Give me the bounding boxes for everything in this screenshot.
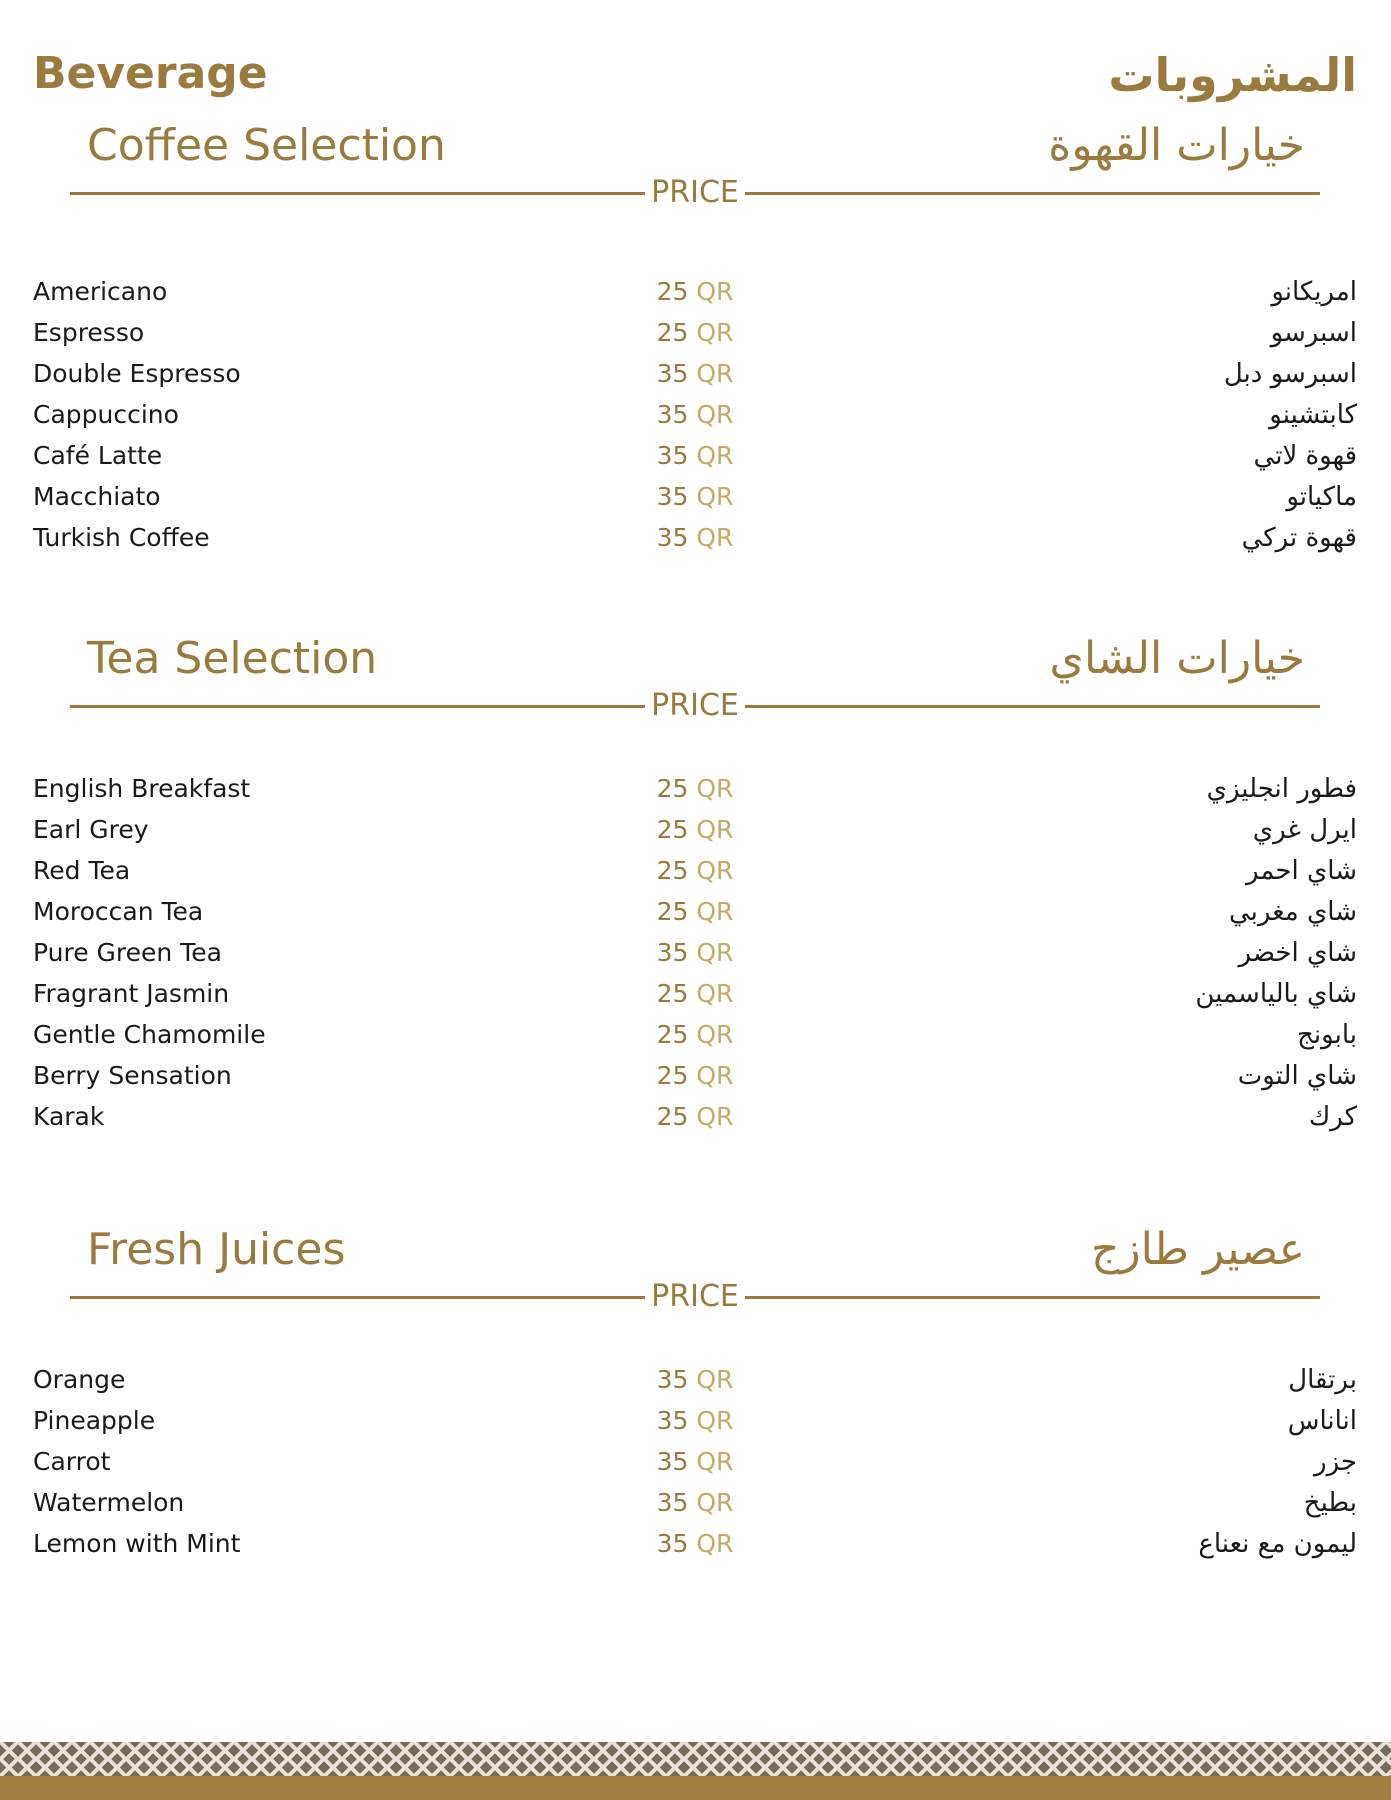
price-amount: 35: [656, 400, 689, 429]
menu-item: [0, 272, 1391, 312]
item-name-ar: اناناس: [1287, 1406, 1357, 1436]
item-name-en: Moroccan Tea: [33, 897, 204, 926]
item-name-ar: شاي مغربي: [1228, 897, 1357, 927]
price-currency: QR: [696, 318, 734, 347]
menu-item: [0, 313, 1391, 353]
item-price: [640, 1101, 750, 1133]
item-name-ar: قهوة تركي: [1241, 523, 1357, 553]
item-price: [640, 855, 750, 887]
price-amount: 25: [656, 1020, 689, 1049]
section-title-en: Fresh Juices: [87, 1224, 346, 1275]
item-price: [640, 978, 750, 1010]
price-amount: 35: [656, 1365, 689, 1394]
price-amount: 25: [656, 897, 689, 926]
item-price: [640, 481, 750, 513]
item-name-ar: ليمون مع نعناع: [1198, 1529, 1357, 1559]
item-name-en: Pineapple: [33, 1406, 156, 1435]
menu-item: [0, 354, 1391, 394]
menu-item: [0, 851, 1391, 891]
item-price: [640, 522, 750, 554]
footer-gold-band: [0, 1776, 1391, 1800]
item-name-en: Lemon with Mint: [33, 1529, 241, 1558]
item-name-en: Earl Grey: [33, 815, 149, 844]
item-name-ar: برتقال: [1288, 1365, 1357, 1395]
price-currency: QR: [696, 1020, 734, 1049]
menu-item: [0, 810, 1391, 850]
menu-item: [0, 1056, 1391, 1096]
section-title-ar: خيارات القهوة: [1048, 120, 1305, 171]
item-name-ar: اسبرسو دبل: [1223, 359, 1357, 389]
item-name-en: Pure Green Tea: [33, 938, 222, 967]
price-amount: 25: [656, 1102, 689, 1131]
price-amount: 35: [656, 1488, 689, 1517]
item-name-en: Turkish Coffee: [33, 523, 210, 552]
item-name-en: Carrot: [33, 1447, 111, 1476]
price-currency: QR: [696, 1406, 734, 1435]
price-amount: 25: [656, 277, 689, 306]
item-price: [640, 1528, 750, 1560]
menu-item: [0, 1401, 1391, 1441]
menu-item: [0, 1442, 1391, 1482]
item-price: [640, 773, 750, 805]
item-price: [640, 896, 750, 928]
item-name-en: Karak: [33, 1102, 105, 1131]
price-amount: 35: [656, 523, 689, 552]
item-price: [640, 814, 750, 846]
menu-item: [0, 1483, 1391, 1523]
price-currency: QR: [696, 774, 734, 803]
price-currency: QR: [696, 1447, 734, 1476]
item-name-ar: كابتشينو: [1269, 400, 1357, 430]
item-name-en: Cappuccino: [33, 400, 179, 429]
price-amount: 35: [656, 359, 689, 388]
price-currency: QR: [696, 979, 734, 1008]
price-currency: QR: [696, 441, 734, 470]
item-name-ar: قهوة لاتي: [1253, 441, 1357, 471]
menu-item: [0, 769, 1391, 809]
item-name-ar: شاي التوت: [1237, 1061, 1357, 1091]
price-amount: 25: [656, 1061, 689, 1090]
menu-item: [0, 1097, 1391, 1137]
section-title-en: Coffee Selection: [87, 120, 446, 171]
price-column-label: PRICE: [645, 1280, 745, 1314]
item-price: [640, 1446, 750, 1478]
menu-item: [0, 892, 1391, 932]
item-name-en: Café Latte: [33, 441, 163, 470]
menu-item: [0, 1015, 1391, 1055]
price-currency: QR: [696, 1102, 734, 1131]
item-name-en: Orange: [33, 1365, 126, 1394]
item-name-en: Berry Sensation: [33, 1061, 232, 1090]
price-currency: QR: [696, 938, 734, 967]
item-name-en: Americano: [33, 277, 168, 306]
price-amount: 35: [656, 482, 689, 511]
item-name-ar: ماكياتو: [1286, 482, 1357, 512]
price-currency: QR: [696, 1488, 734, 1517]
item-price: [640, 317, 750, 349]
item-price: [640, 937, 750, 969]
menu-item: [0, 436, 1391, 476]
item-name-ar: اسبرسو: [1270, 318, 1357, 348]
price-currency: QR: [696, 815, 734, 844]
item-price: [640, 276, 750, 308]
price-amount: 35: [656, 1406, 689, 1435]
section-title-ar: خيارات الشاي: [1049, 633, 1305, 684]
item-price: [640, 1019, 750, 1051]
menu-item: [0, 477, 1391, 517]
item-name-ar: ايرل غري: [1252, 815, 1357, 845]
tea-section: [0, 633, 1391, 777]
price-currency: QR: [696, 1529, 734, 1558]
item-name-ar: بطيخ: [1303, 1488, 1357, 1518]
item-name-ar: امريكانو: [1271, 277, 1357, 307]
item-name-en: Fragrant Jasmin: [33, 979, 230, 1008]
item-name-en: Double Espresso: [33, 359, 241, 388]
item-name-ar: شاي اخضر: [1238, 938, 1357, 968]
price-amount: 35: [656, 1529, 689, 1558]
price-amount: 25: [656, 815, 689, 844]
item-price: [640, 1405, 750, 1437]
item-name-en: Macchiato: [33, 482, 161, 511]
section-title-en: Tea Selection: [87, 633, 378, 684]
price-amount: 25: [656, 979, 689, 1008]
item-name-ar: فطور انجليزي: [1206, 774, 1357, 804]
item-name-en: Red Tea: [33, 856, 131, 885]
item-name-en: English Breakfast: [33, 774, 251, 803]
menu-item: [0, 1360, 1391, 1400]
price-currency: QR: [696, 400, 734, 429]
price-amount: 35: [656, 938, 689, 967]
price-currency: QR: [696, 1365, 734, 1394]
item-price: [640, 1487, 750, 1519]
menu-item: [0, 395, 1391, 435]
price-currency: QR: [696, 1061, 734, 1090]
item-price: [640, 440, 750, 472]
juices-section: [0, 1224, 1391, 1368]
item-name-ar: شاي احمر: [1246, 856, 1357, 886]
item-name-en: Espresso: [33, 318, 145, 347]
section-title-ar: عصير طازج: [1090, 1224, 1305, 1275]
price-currency: QR: [696, 856, 734, 885]
item-price: [640, 358, 750, 390]
price-currency: QR: [696, 277, 734, 306]
price-currency: QR: [696, 897, 734, 926]
price-amount: 25: [656, 856, 689, 885]
price-amount: 35: [656, 1447, 689, 1476]
page-title-en: Beverage: [33, 48, 268, 99]
price-amount: 25: [656, 318, 689, 347]
item-name-ar: شاي بالياسمين: [1195, 979, 1357, 1009]
coffee-section: [0, 120, 1391, 264]
item-name-ar: بابونج: [1297, 1020, 1357, 1050]
item-price: [640, 1060, 750, 1092]
item-name-ar: كرك: [1308, 1102, 1357, 1132]
page-title-ar: المشروبات: [1108, 48, 1357, 102]
menu-item: [0, 933, 1391, 973]
item-name-en: Gentle Chamomile: [33, 1020, 266, 1049]
item-name-ar: جزر: [1314, 1447, 1357, 1477]
footer-pattern-band: [0, 1742, 1391, 1776]
menu-item: [0, 518, 1391, 558]
price-currency: QR: [696, 482, 734, 511]
menu-item: [0, 1524, 1391, 1564]
menu-item: [0, 974, 1391, 1014]
item-name-en: Watermelon: [33, 1488, 185, 1517]
price-currency: QR: [696, 359, 734, 388]
price-column-label: PRICE: [645, 176, 745, 210]
price-currency: QR: [696, 523, 734, 552]
price-amount: 35: [656, 441, 689, 470]
price-column-label: PRICE: [645, 689, 745, 723]
price-amount: 25: [656, 774, 689, 803]
item-price: [640, 1364, 750, 1396]
item-price: [640, 399, 750, 431]
